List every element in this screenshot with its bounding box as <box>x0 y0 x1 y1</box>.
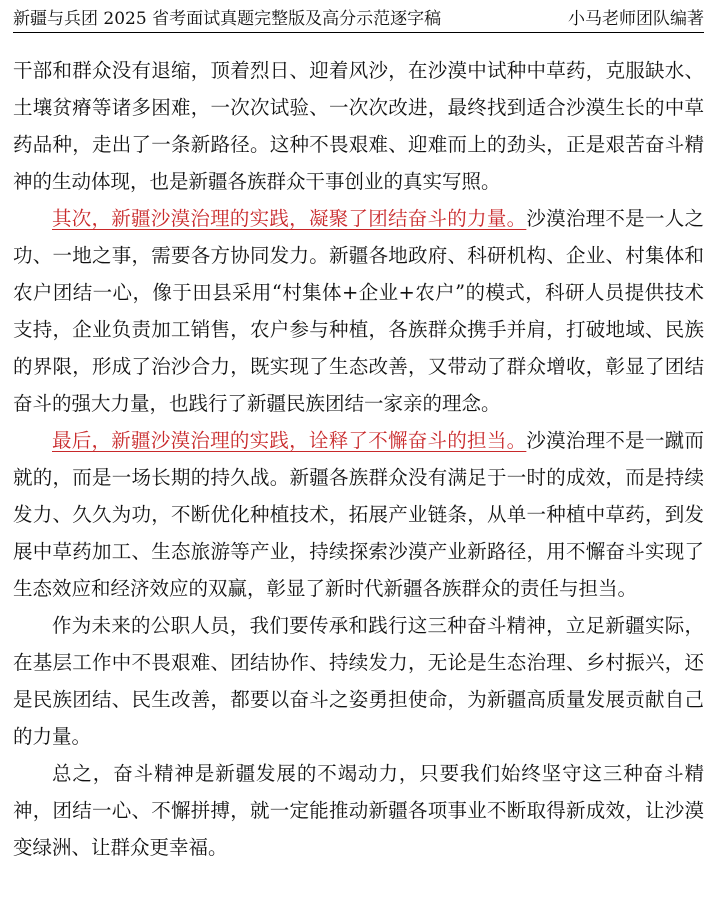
paragraph-continuation <box>13 52 704 200</box>
highlighted-heading: 其次，新疆沙漠治理的实践，凝聚了团结奋斗的力量。 <box>52 207 527 230</box>
paragraph-text: 作为未来的公职人员，我们要传承和践行这三种奋斗精神，立足新疆实际，在基层工作中不畏艰难、团结协作、持续发力，无论是生态治理、乡村振兴，还是民族团结、民生改善，都要以奋斗之姿勇担使命，为新疆高质量发展贡献自己的力量。 <box>13 614 704 748</box>
document-body <box>13 52 704 866</box>
paragraph-text: 总之，奋斗精神是新疆发展的不竭动力，只要我们始终坚守这三种奋斗精神，团结一心、不懈拼搏，就一定能推动新疆各项事业不断取得新成效，让沙漠变绿洲、让群众更幸福。 <box>13 762 704 859</box>
paragraph-text: 沙漠治理不是一人之功、一地之事，需要各方协同发力。新疆各地政府、科研机构、企业、村集体和农户团结一心，像于田县采用“村集体+企业+农户”的模式，科研人员提供技术支持，企业负责加工销售，农户参与种植，各族群众携手并肩，打破地域、民族的界限，形成了治沙合力，既实现了生态改善，又带动了群众增收，彰显了团结奋斗的强大力量，也践行了新疆民族团结一家亲的理念。 <box>13 207 704 415</box>
document-title: 新疆与兵团 2025 省考面试真题完整版及高分示范逐字稿 <box>13 9 442 29</box>
paragraph-third-point <box>13 422 704 607</box>
author-credit: 小马老师团队编著 <box>568 9 704 29</box>
paragraph-text: 干部和群众没有退缩，顶着烈日、迎着风沙，在沙漠中试种中草药，克服缺水、土壤贫瘠等诸多困难，一次次试验、一次次改进，最终找到适合沙漠生长的中草药品种，走出了一条新路径。这种不畏艰难、迎难而上的劲头，正是艰苦奋斗精神的生动体现，也是新疆各族群众干事创业的真实写照。 <box>13 59 704 193</box>
paragraph-conclusion <box>13 755 704 866</box>
paragraph-second-point <box>13 200 704 422</box>
paragraph-text: 沙漠治理不是一蹴而就的，而是一场长期的持久战。新疆各族群众没有满足于一时的成效，而是持续发力、久久为功，不断优化种植技术，拓展产业链条，从单一种植中草药，到发展中草药加工、生态旅游等产业，持续探索沙漠产业新路径，用不懈奋斗实现了生态效应和经济效应的双赢，彰显了新时代新疆各族群众的责任与担当。 <box>13 429 704 600</box>
highlighted-heading: 最后，新疆沙漠治理的实践，诠释了不懈奋斗的担当。 <box>52 429 527 452</box>
page-header <box>13 4 704 33</box>
paragraph-commitment <box>13 607 704 755</box>
